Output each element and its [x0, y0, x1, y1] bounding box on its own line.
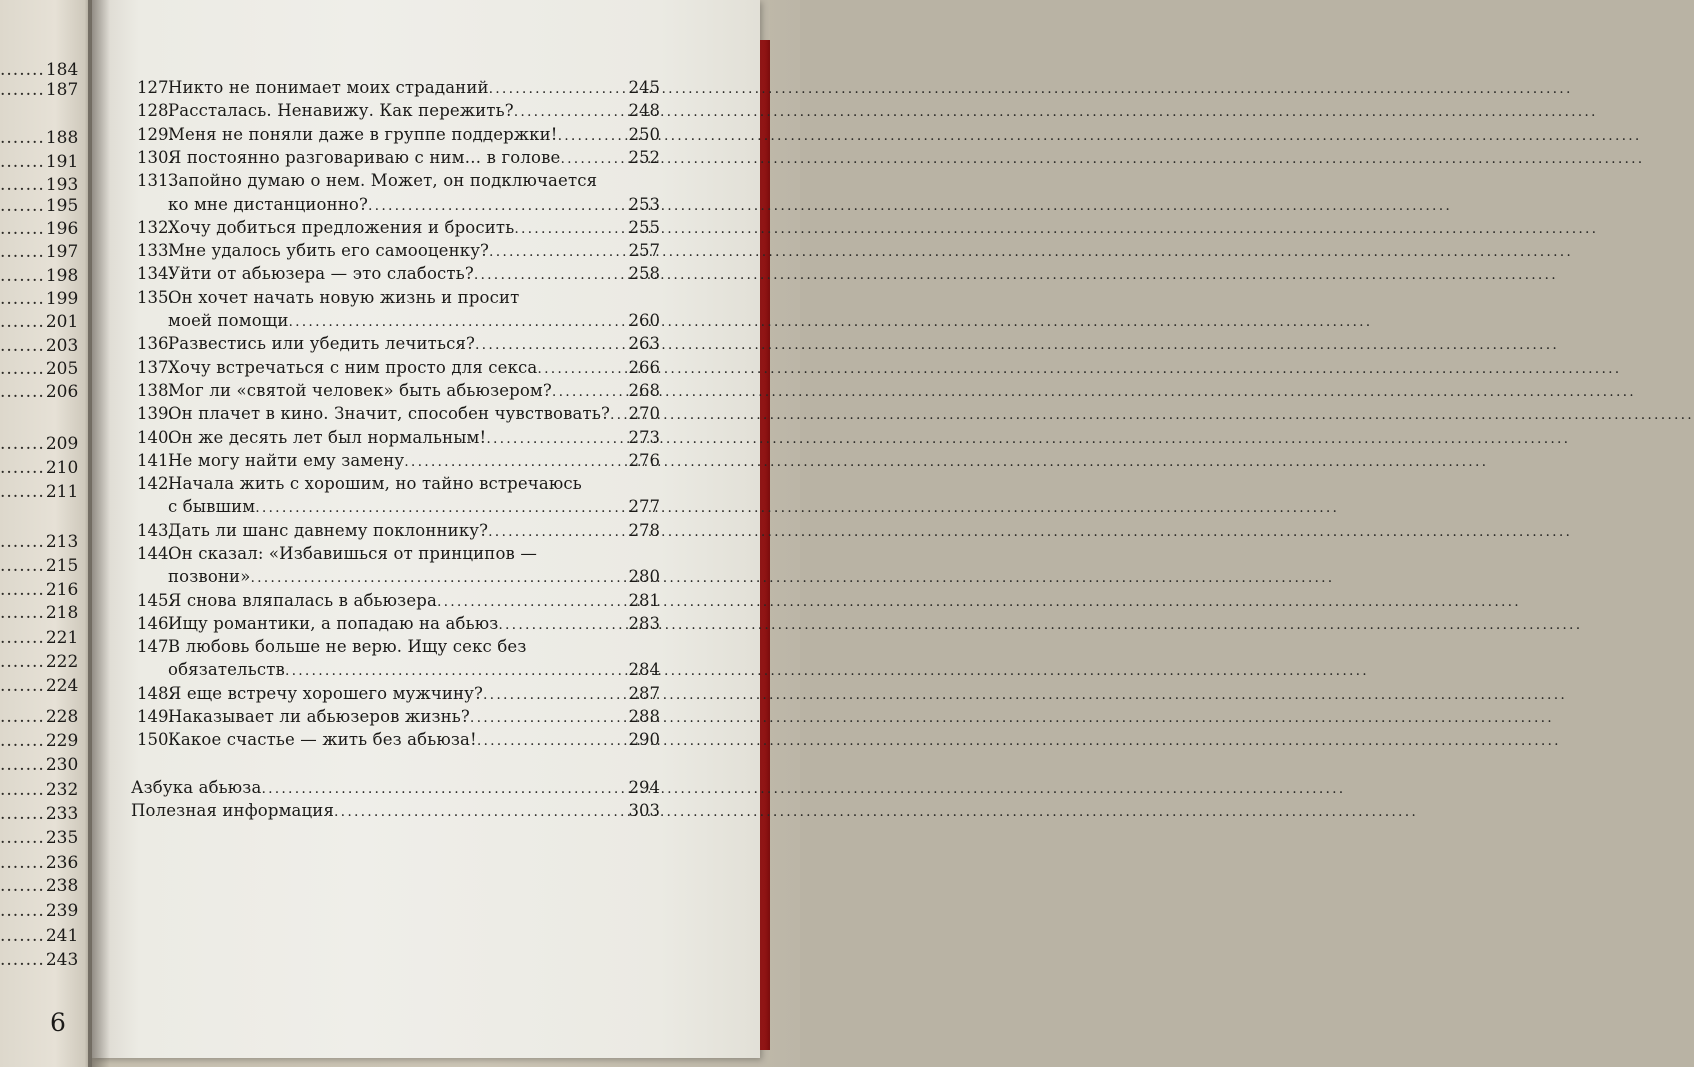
entry-number: 143.	[137, 521, 174, 540]
entry-title: Хочу добиться предложения и бросить	[168, 218, 515, 237]
appendix-entry	[0, 776, 660, 800]
entry-page-number: 258	[628, 264, 660, 283]
entry-title: с бывшим	[168, 497, 256, 516]
toc-entry	[0, 542, 660, 566]
entry-page-number: 270	[628, 404, 660, 423]
page-number: 224	[45, 676, 79, 696]
entry-title: Он сказал: «Избавишься от принципов —	[168, 544, 538, 563]
dot-leader: .......	[0, 196, 45, 216]
left-toc-page-number	[0, 926, 79, 946]
page-number: 199	[45, 289, 79, 309]
dot-leader: .......	[0, 336, 45, 356]
page-number: 191	[45, 152, 79, 172]
entry-page-number: 263	[628, 334, 660, 353]
dot-leader: .......	[0, 266, 45, 286]
toc-entry	[0, 612, 660, 636]
toc-entry	[0, 728, 660, 752]
entry-title: Ищу романтики, а попадаю на абьюз	[168, 614, 499, 633]
page-number: 196	[45, 219, 79, 239]
entry-title: Какое счастье — жить без абьюза!	[168, 730, 477, 749]
dot-leader	[404, 450, 627, 474]
left-page-folio: 6	[50, 1008, 66, 1037]
dot-leader	[488, 520, 627, 544]
toc-entry-continuation	[0, 565, 660, 589]
page-number: 221	[45, 628, 79, 648]
entry-page-number: 266	[628, 358, 660, 377]
entry-page-number: 257	[628, 241, 660, 260]
page-number: 209	[45, 434, 79, 454]
page-number: 228	[45, 707, 79, 727]
dot-leader: .......	[0, 853, 45, 873]
entry-number: 150.	[137, 730, 174, 749]
dot-leader: .......	[0, 458, 45, 478]
entry-number: 138.	[137, 381, 174, 400]
dot-leader	[368, 194, 627, 218]
entry-page-number: 281	[628, 591, 660, 610]
dot-leader	[475, 333, 627, 357]
dot-leader: .......	[0, 128, 45, 148]
page-number: 188	[45, 128, 79, 148]
entry-title: обязательств	[168, 660, 285, 679]
entry-page-number: 255	[628, 218, 660, 237]
entry-page-number: 245	[628, 78, 660, 97]
dot-leader	[437, 590, 628, 614]
dot-leader	[483, 683, 627, 707]
page-number: 232	[45, 780, 79, 800]
entry-number: 131.	[137, 171, 174, 190]
entry-page-number: 294	[628, 778, 660, 797]
entry-title: Я еще встречу хорошего мужчину?	[168, 684, 484, 703]
dot-leader: .......	[0, 603, 45, 623]
page-number: 230	[45, 755, 79, 775]
dot-leader: .......	[0, 652, 45, 672]
dot-leader: .......	[0, 532, 45, 552]
entry-title: Не могу найти ему замену	[168, 451, 405, 470]
entry-number: 139.	[137, 404, 174, 423]
entry-title: В любовь больше не верю. Ищу секс без	[168, 637, 527, 656]
page-number: 206	[45, 382, 79, 402]
toc-entry-continuation	[0, 193, 660, 217]
dot-leader: .......	[0, 707, 45, 727]
dot-leader	[250, 566, 627, 590]
dot-leader: .......	[0, 556, 45, 576]
left-toc-page-number	[0, 853, 79, 873]
toc-entry	[0, 286, 660, 310]
entry-number: 147.	[137, 637, 174, 656]
toc-entry-continuation	[0, 309, 660, 333]
entry-page-number: 248	[628, 101, 660, 120]
toc-entry	[0, 635, 660, 659]
dot-leader	[558, 124, 628, 148]
page-number: 197	[45, 242, 79, 262]
dot-leader: .......	[0, 312, 45, 332]
page-number: 195	[45, 196, 79, 216]
toc-entry	[0, 146, 660, 170]
dot-leader: .......	[0, 80, 45, 100]
entry-page-number: 303	[628, 801, 660, 820]
entry-number: 144.	[137, 544, 174, 563]
dot-leader: .......	[0, 926, 45, 946]
dot-leader: .......	[0, 60, 45, 80]
left-toc-page-number	[0, 876, 79, 896]
entry-title: Развестись или убедить лечиться?	[168, 334, 476, 353]
dot-leader: .......	[0, 382, 45, 402]
dot-leader	[288, 310, 627, 334]
toc-entry	[0, 356, 660, 380]
dot-leader	[610, 403, 628, 427]
entry-title: моей помощи	[168, 311, 289, 330]
dot-leader: .......	[0, 876, 45, 896]
dot-leader: .......	[0, 434, 45, 454]
entry-number: 130.	[137, 148, 174, 167]
entry-title: Хочу встречаться с ним просто для секса	[168, 358, 538, 377]
entry-page-number: 284	[628, 660, 660, 679]
dot-leader: .......	[0, 242, 45, 262]
entry-number: 141.	[137, 451, 174, 470]
entry-title: Мне удалось убить его самооценку?	[168, 241, 490, 260]
entry-title: Никто не понимает моих страданий	[168, 78, 489, 97]
toc-entry	[0, 402, 660, 426]
dot-leader	[489, 77, 628, 101]
entry-title: Азбука абьюза	[131, 778, 262, 797]
entry-page-number: 276	[628, 451, 660, 470]
photo-scene	[0, 0, 800, 1067]
page-number: 216	[45, 580, 79, 600]
toc-entry	[0, 589, 660, 613]
dot-leader: .......	[0, 628, 45, 648]
dot-leader	[498, 613, 627, 637]
dot-leader: .......	[0, 289, 45, 309]
entry-page-number: 277	[628, 497, 660, 516]
entry-page-number: 288	[628, 707, 660, 726]
dot-leader: .......	[0, 676, 45, 696]
entry-title: Он же десять лет был нормальным!	[168, 428, 487, 447]
toc-entry	[0, 332, 660, 356]
entry-page-number: 290	[628, 730, 660, 749]
entry-page-number: 250	[628, 125, 660, 144]
entry-number: 140.	[137, 428, 174, 447]
entry-page-number: 273	[628, 428, 660, 447]
toc-entry	[0, 99, 660, 123]
appendix-entry	[0, 799, 660, 823]
page-number: 205	[45, 359, 79, 379]
dot-leader: .......	[0, 359, 45, 379]
entry-title: Рассталась. Ненавижу. Как пережить?	[168, 101, 514, 120]
dot-leader	[477, 729, 628, 753]
toc-entry	[0, 76, 660, 100]
toc-entry	[0, 169, 660, 193]
page-number: 193	[45, 175, 79, 195]
entry-number: 135.	[137, 288, 174, 307]
dot-leader	[261, 777, 627, 801]
toc-entry	[0, 216, 660, 240]
toc-entry	[0, 449, 660, 473]
left-toc-page-number	[0, 828, 79, 848]
dot-leader: .......	[0, 755, 45, 775]
entry-number: 148.	[137, 684, 174, 703]
entry-page-number: 252	[628, 148, 660, 167]
toc-entry	[0, 239, 660, 263]
toc-entry	[0, 472, 660, 496]
dot-leader	[486, 427, 627, 451]
dot-leader: .......	[0, 731, 45, 751]
dot-leader: .......	[0, 219, 45, 239]
page-number: 210	[45, 458, 79, 478]
left-toc-page-number	[0, 950, 79, 970]
entry-number: 149.	[137, 707, 174, 726]
page-number: 235	[45, 828, 79, 848]
dot-leader	[470, 706, 628, 730]
dot-leader: .......	[0, 175, 45, 195]
page-number: 184	[45, 60, 79, 80]
dot-leader: .......	[0, 152, 45, 172]
entry-title: Меня не поняли даже в группе поддержки!	[168, 125, 558, 144]
dot-leader	[334, 800, 627, 824]
toc-entry	[0, 682, 660, 706]
page-number: 241	[45, 926, 79, 946]
toc-entry	[0, 705, 660, 729]
entry-page-number: 287	[628, 684, 660, 703]
entry-title: Полезная информация	[131, 801, 335, 820]
page-number: 233	[45, 804, 79, 824]
toc-entry	[0, 426, 660, 450]
entry-title: Я снова вляпалась в абьюзера	[168, 591, 437, 610]
entry-number: 142.	[137, 474, 174, 493]
page-number: 201	[45, 312, 79, 332]
dot-leader: .......	[0, 901, 45, 921]
page-number: 243	[45, 950, 79, 970]
page-number: 222	[45, 652, 79, 672]
entry-number: 132.	[137, 218, 174, 237]
entry-number: 127.	[137, 78, 174, 97]
page-number: 203	[45, 336, 79, 356]
left-toc-page-number	[0, 901, 79, 921]
page-number: 215	[45, 556, 79, 576]
page-number: 187	[45, 80, 79, 100]
entry-number: 134.	[137, 264, 174, 283]
entry-page-number: 283	[628, 614, 660, 633]
dot-leader: .......	[0, 580, 45, 600]
entry-title: Он плачет в кино. Значит, способен чувствовать?	[168, 404, 610, 423]
dot-leader: .......	[0, 828, 45, 848]
entry-number: 146.	[137, 614, 174, 633]
entry-title: Наказывает ли абьюзеров жизнь?	[168, 707, 470, 726]
entry-page-number: 253	[628, 195, 660, 214]
entry-title: Начала жить с хорошим, но тайно встречаюсь	[168, 474, 582, 493]
page-number: 198	[45, 266, 79, 286]
toc-entry	[0, 123, 660, 147]
entry-page-number: 260	[628, 311, 660, 330]
dot-leader	[255, 496, 627, 520]
dot-leader	[514, 100, 628, 124]
entry-number: 136.	[137, 334, 174, 353]
entry-number: 129.	[137, 125, 174, 144]
page-number: 211	[45, 482, 79, 502]
dot-leader: .......	[0, 950, 45, 970]
page-number: 229	[45, 731, 79, 751]
page-number: 239	[45, 901, 79, 921]
dot-leader	[560, 147, 627, 171]
entry-title: Запойно думаю о нем. Может, он подключается	[168, 171, 598, 190]
toc-entry-continuation	[0, 495, 660, 519]
left-toc-page-number	[0, 755, 79, 775]
dot-leader: .......	[0, 780, 45, 800]
toc-entry-continuation	[0, 658, 660, 682]
toc-entry	[0, 379, 660, 403]
dot-leader: .......	[0, 804, 45, 824]
entry-number: 145.	[137, 591, 174, 610]
entry-title: Мог ли «святой человек» быть абьюзером?	[168, 381, 552, 400]
entry-title: Уйти от абьюзера — это слабость?	[168, 264, 474, 283]
entry-number: 137.	[137, 358, 174, 377]
entry-title: ко мне дистанционно?	[168, 195, 369, 214]
dot-leader	[514, 217, 627, 241]
dot-leader	[537, 357, 627, 381]
entry-page-number: 278	[628, 521, 660, 540]
entry-number: 133.	[137, 241, 174, 260]
entry-number: 128.	[137, 101, 174, 120]
page-number: 218	[45, 603, 79, 623]
toc-entry	[0, 262, 660, 286]
dot-leader	[489, 240, 627, 264]
entry-page-number: 280	[628, 567, 660, 586]
entry-title: позвони»	[168, 567, 251, 586]
entry-title: Я постоянно разговариваю с ним… в голове	[168, 148, 561, 167]
dot-leader: .......	[0, 482, 45, 502]
entry-title: Дать ли шанс давнему поклоннику?	[168, 521, 489, 540]
page-number: 238	[45, 876, 79, 896]
dot-leader	[285, 659, 628, 683]
dot-leader	[552, 380, 628, 404]
dot-leader	[474, 263, 628, 287]
toc-entry	[0, 519, 660, 543]
entry-title: Он хочет начать новую жизнь и просит	[168, 288, 520, 307]
entry-page-number: 268	[628, 381, 660, 400]
page-number: 236	[45, 853, 79, 873]
page-number: 213	[45, 532, 79, 552]
